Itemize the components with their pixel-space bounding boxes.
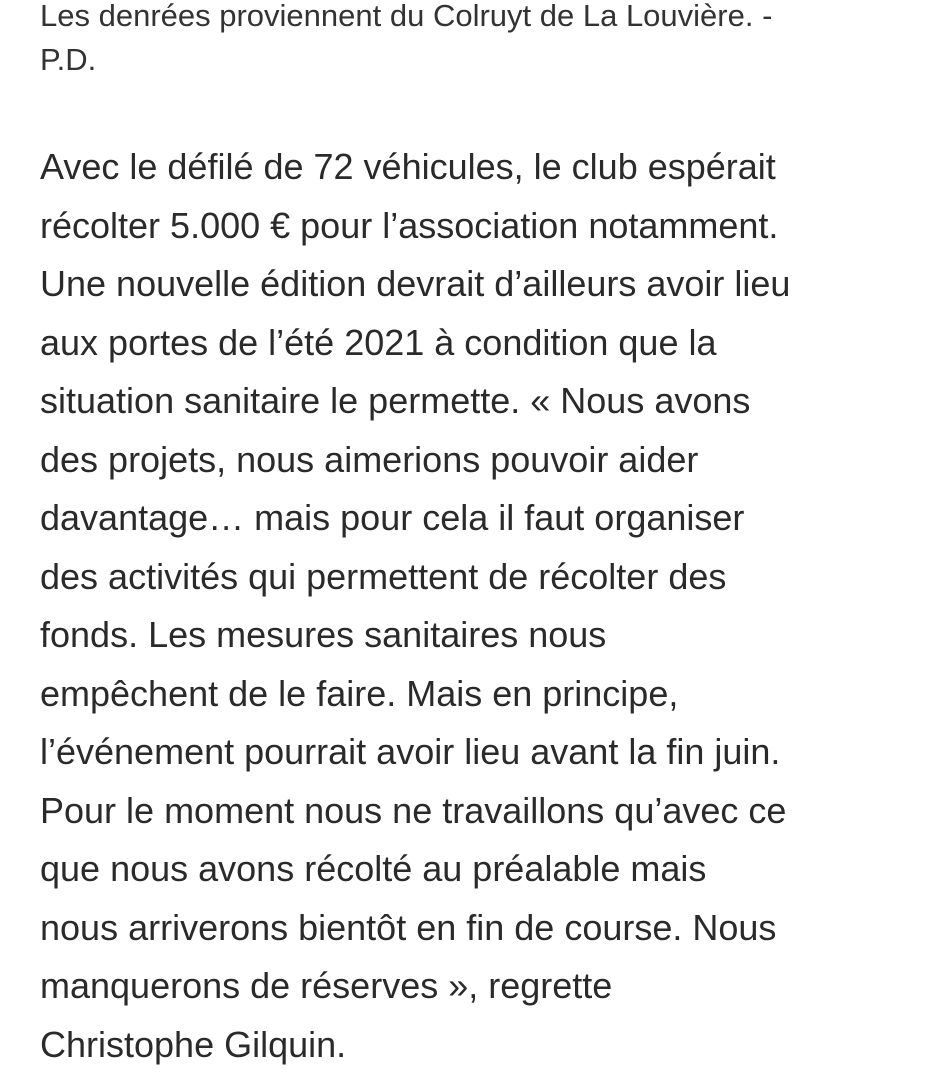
paragraph-line: des activités qui permettent de récolter des (40, 548, 930, 607)
paragraph-line: que nous avons récolté au préalable mais (40, 840, 930, 899)
paragraph-line: fonds. Les mesures sanitaires nous (40, 606, 930, 665)
article-paragraph (40, 138, 930, 1074)
article (40, 0, 930, 1074)
paragraph-line: Pour le moment nous ne travaillons qu’avec ce (40, 782, 930, 841)
paragraph-line: Une nouvelle édition devrait d’ailleurs avoir lieu (40, 255, 930, 314)
paragraph-line: empêchent de le faire. Mais en principe, (40, 665, 930, 724)
caption-line: Les denrées proviennent du Colruyt de La Louvière. - (40, 0, 930, 38)
paragraph-line: davantage… mais pour cela il faut organiser (40, 489, 930, 548)
paragraph-line: aux portes de l’été 2021 à condition que la (40, 314, 930, 373)
paragraph-line: Christophe Gilquin. (40, 1016, 930, 1074)
paragraph-line: des projets, nous aimerions pouvoir aider (40, 431, 930, 490)
paragraph-line: récolter 5.000 € pour l’association notamment. (40, 197, 930, 256)
paragraph-line: Avec le défilé de 72 véhicules, le club espérait (40, 138, 930, 197)
paragraph-line: nous arriverons bientôt en fin de course. Nous (40, 899, 930, 958)
caption-line: P.D. (40, 38, 930, 82)
photo-caption (40, 0, 930, 82)
paragraph-line: l’événement pourrait avoir lieu avant la fin juin. (40, 723, 930, 782)
paragraph-line: manquerons de réserves », regrette (40, 957, 930, 1016)
paragraph-line: situation sanitaire le permette. « Nous avons (40, 372, 930, 431)
